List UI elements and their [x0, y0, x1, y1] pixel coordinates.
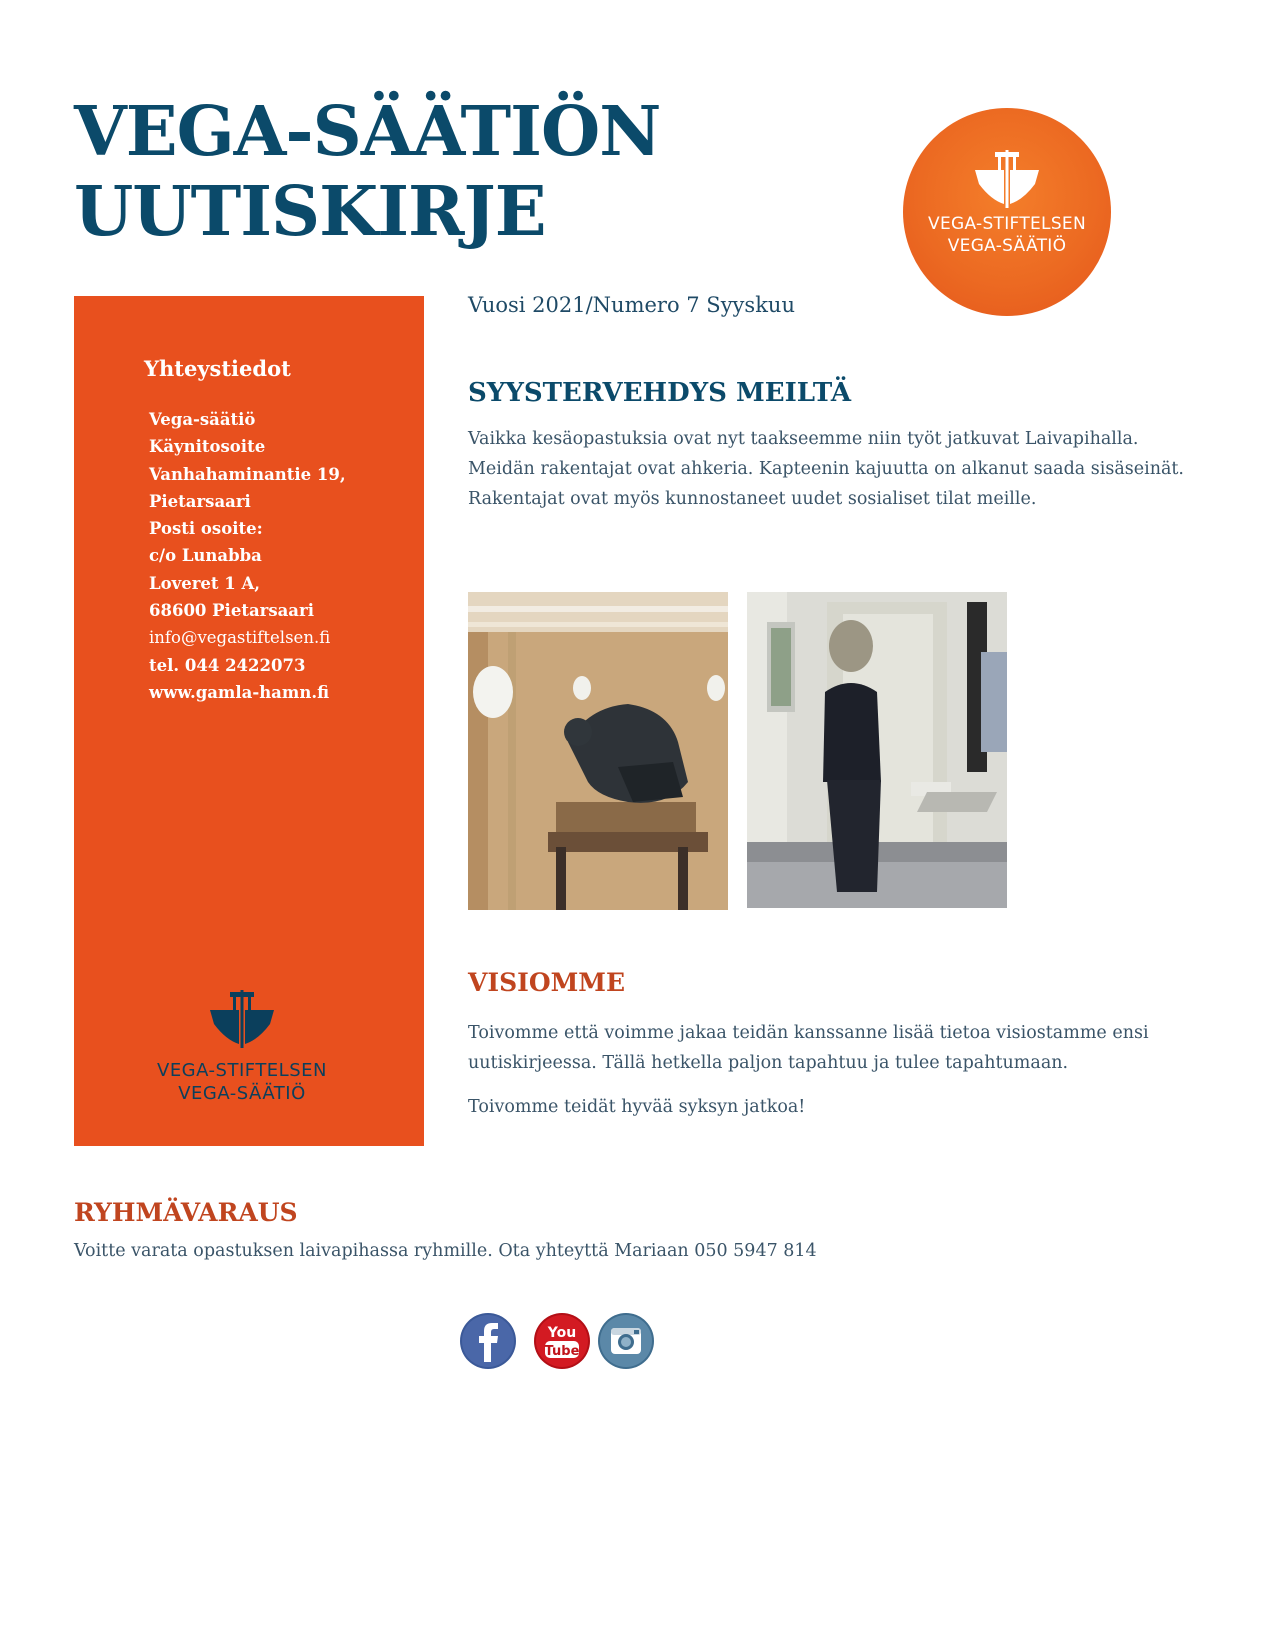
title-line-2: UUTISKIRJE	[74, 172, 546, 252]
contact-line: Käynitosoite	[149, 437, 266, 457]
contact-website-link[interactable]: www.gamla-hamn.fi	[149, 682, 330, 702]
contact-line: Vega-säätiö	[149, 410, 256, 429]
logo-text-1: VEGA-STIFTELSEN	[928, 214, 1086, 234]
logo-text-2: VEGA-SÄÄTIÖ	[947, 236, 1067, 256]
contact-email-link[interactable]: info@vegastiftelsen.fi	[149, 628, 331, 648]
issue-info: Vuosi 2021/Numero 7 Syyskuu	[468, 293, 795, 317]
ship-icon	[208, 990, 276, 1052]
newsletter-title	[74, 92, 660, 252]
contact-line: Vanhahaminantie 19,	[149, 464, 346, 484]
youtube-icon[interactable]	[533, 1312, 591, 1370]
sidebar-logo	[74, 990, 424, 1110]
contact-line: Posti osoite:	[149, 519, 263, 539]
contact-phone: tel. 044 2422073	[149, 655, 306, 675]
group-booking-text: Voitte varata opastuksen laivapihassa ryhmille. Ota yhteyttä Mariaan 050 5947 814	[74, 1241, 817, 1261]
ship-icon	[973, 150, 1041, 212]
section-text-wishes: Toivomme teidät hyvää syksyn jatkoa!	[468, 1097, 806, 1117]
section-text-vision: Toivomme että voimme jakaa teidän kanssanne lisää tietoa visiostamme ensi uutiskirjeessa. Tällä hetkella paljon tapahtuu ja tulee tapahtumaan.	[468, 1023, 1149, 1073]
facebook-icon[interactable]	[459, 1312, 517, 1370]
youtube-tube-text: Tube	[544, 1344, 580, 1359]
sidebar-logo-text-1: VEGA-STIFTELSEN	[157, 1060, 327, 1081]
section-text-autumn: Vaikka kesäopastuksia ovat nyt taakseemme niin työt jatkuvat Laivapihalla. Meidän rakentajat ovat ahkeria. Kapteenin kajuutta on alkanut saada sisäseinät. Rakentajat ovat myös kunnostaneet uudet sosialiset tilat meille.	[468, 429, 1184, 509]
contact-line: Loveret 1 A,	[149, 573, 261, 593]
section-heading-autumn: SYYSTERVEHDYS MEILTÄ	[468, 378, 852, 408]
sidebar-logo-text-2: VEGA-SÄÄTIÖ	[178, 1083, 306, 1104]
youtube-you-text: You	[547, 1325, 577, 1341]
instagram-icon[interactable]	[597, 1312, 655, 1370]
contact-sidebar	[74, 296, 424, 1146]
contact-list	[149, 406, 346, 706]
title-line-1: VEGA-SÄÄTIÖN	[74, 92, 661, 172]
contact-line: c/o Lunabba	[149, 546, 262, 566]
contact-line: 68600 Pietarsaari	[149, 601, 314, 621]
photo-painter	[747, 592, 1007, 908]
section-heading-vision: VISIOMME	[468, 968, 626, 997]
photo-builder	[468, 592, 728, 910]
sidebar-title: Yhteystiedot	[144, 356, 291, 381]
section-heading-group-booking: RYHMÄVARAUS	[74, 1198, 298, 1227]
contact-line: Pietarsaari	[149, 491, 251, 511]
vega-logo	[903, 108, 1111, 316]
